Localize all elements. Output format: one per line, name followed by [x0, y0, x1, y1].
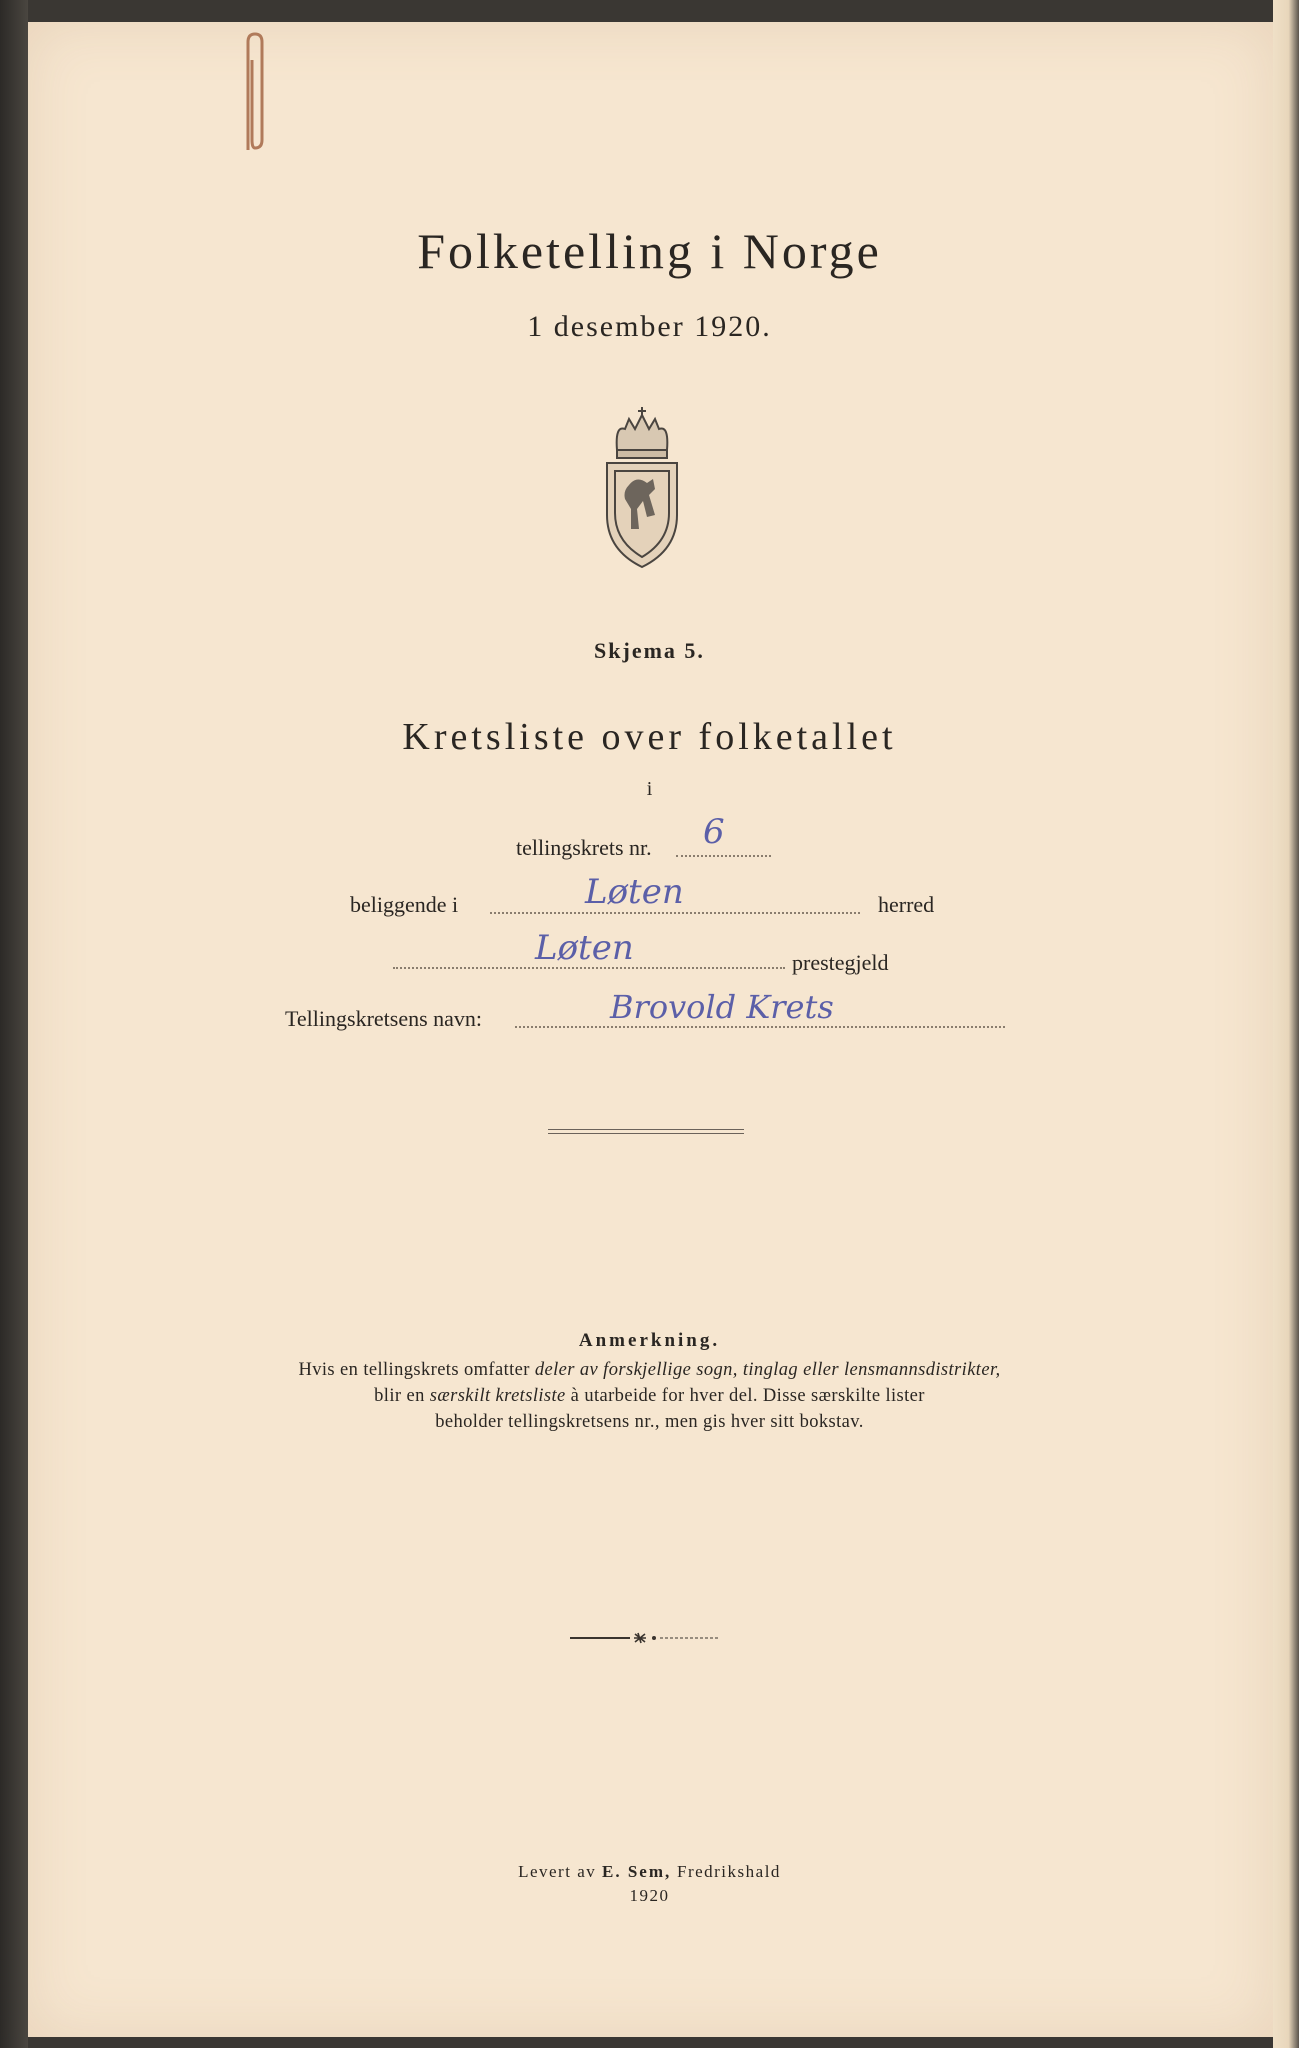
note-line-2-suffix: à utarbeide for hver del. Disse særskilte lister — [565, 1386, 925, 1406]
schema-number: Skjema 5. — [594, 638, 705, 663]
prestegjeld-label: prestegjeld — [792, 950, 889, 975]
note-line-3: beholder tellingskretsens nr., men gis hver sitt bokstav. — [435, 1412, 864, 1432]
district-name-label: Tellingskretsens navn: — [285, 1006, 483, 1031]
census-date: 1 desember 1920. — [527, 310, 772, 343]
printer-place: Fredrikshald — [671, 1862, 781, 1881]
paperclip-icon — [240, 30, 270, 155]
divider-rule-bottom — [548, 1133, 744, 1134]
form-heading: Kretsliste over folketallet — [402, 716, 897, 758]
printer-name: E. Sem, — [601, 1862, 672, 1881]
note-heading: Anmerkning. — [578, 1330, 721, 1351]
located-in-label: beliggende i — [350, 892, 459, 917]
note-line-2-text: blir en — [374, 1386, 430, 1406]
printer-year: 1920 — [629, 1886, 670, 1905]
scan-left-edge — [0, 0, 28, 2048]
note-line-1 — [0, 1360, 1299, 1381]
ornament-divider-icon — [568, 1630, 720, 1646]
district-number-line — [676, 855, 771, 857]
note-line-1-italic: deler av forskjellige sogn, tinglag eller lensmannsdistrikter, — [534, 1360, 1001, 1380]
district-number-label: tellingskrets nr. — [516, 835, 652, 860]
district-name-value: Brovold Krets — [610, 988, 834, 1026]
district-name-line — [515, 1026, 1005, 1028]
note-line-2 — [0, 1386, 1299, 1407]
coat-of-arms-icon — [597, 405, 687, 570]
divider-rule-top — [548, 1129, 744, 1130]
parish-value: Løten — [535, 928, 634, 968]
municipality-value: Løten — [585, 872, 684, 912]
scan-right-edge — [1273, 0, 1299, 2048]
district-number-value: 6 — [703, 812, 725, 852]
page-title: Folketelling i Norge — [417, 223, 882, 279]
printer-credit — [0, 1862, 1299, 1882]
note-line-1-text: Hvis en tellingskrets omfatter — [298, 1360, 535, 1380]
municipality-line — [490, 912, 860, 914]
herred-label: herred — [878, 892, 935, 917]
printer-prefix: Levert av — [518, 1862, 602, 1881]
connector-text: i — [646, 778, 653, 800]
note-line-2-italic: særskilt kretsliste — [429, 1386, 566, 1406]
